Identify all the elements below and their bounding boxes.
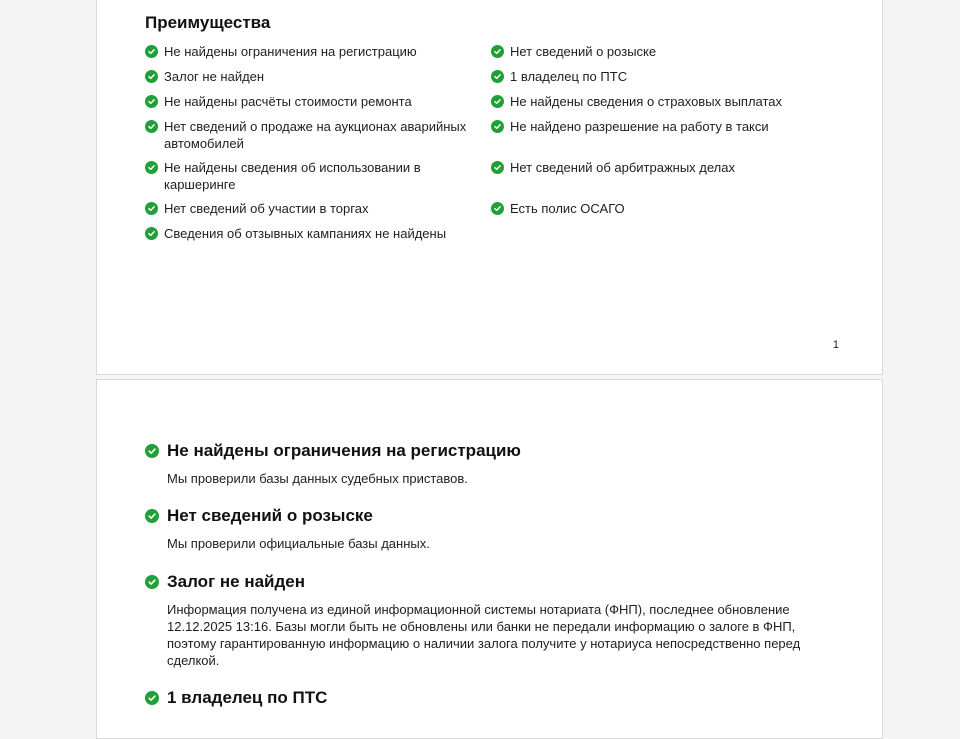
check-circle-icon: [145, 691, 159, 705]
advantage-item: [145, 200, 475, 217]
check-circle-icon: [145, 95, 158, 108]
advantage-item: [491, 93, 821, 110]
advantage-item: [145, 43, 475, 60]
advantage-item: [491, 200, 821, 217]
section-title: Не найдены ограничения на регистрацию: [167, 441, 521, 460]
advantage-label: Нет сведений об участии в торгах: [164, 201, 369, 216]
check-circle-icon: [145, 202, 158, 215]
check-circle-icon: [491, 45, 504, 58]
section-text: Информация получена из единой информационной системы нотариата (ФНП), последнее обновление 12.12.2025 13:16. Базы могли быть не обновлены или банки не передали информацию о залоге в ФНП, поэтому гарантированную информацию о наличии залога получите у нотариуса непосредственно перед сделкой.: [167, 602, 801, 668]
advantage-label: Не найдены ограничения на регистрацию: [164, 44, 417, 59]
section-heading: [145, 571, 805, 593]
advantage-item: [145, 93, 475, 110]
advantage-item: [491, 118, 821, 135]
section-title: Залог не найден: [167, 572, 306, 591]
document-page-2: [96, 379, 883, 739]
advantage-label: Не найдено разрешение на работу в такси: [510, 119, 769, 134]
advantages-title: Преимущества: [145, 13, 271, 32]
section-heading: [145, 687, 805, 709]
advantage-label: Залог не найден: [164, 69, 265, 84]
advantage-label: Нет сведений о розыске: [510, 44, 657, 59]
advantage-item: [491, 68, 821, 85]
check-circle-icon: [145, 509, 159, 523]
section-title: Нет сведений о розыске: [167, 506, 373, 525]
check-circle-icon: [491, 70, 504, 83]
advantage-label: Не найдены сведения о страховых выплатах: [510, 94, 783, 109]
check-circle-icon: [491, 202, 504, 215]
detail-section: [145, 571, 805, 669]
page-number: 1: [832, 339, 839, 351]
check-circle-icon: [491, 95, 504, 108]
check-circle-icon: [145, 45, 158, 58]
advantage-label: Сведения об отзывных кампаниях не найдены: [164, 226, 447, 241]
detail-section: [145, 440, 805, 487]
check-circle-icon: [491, 161, 504, 174]
advantage-label: Не найдены сведения об использовании в каршеринге: [164, 160, 421, 192]
section-text: Мы проверили базы данных судебных приставов.: [167, 471, 468, 486]
advantage-item: [491, 43, 821, 60]
advantage-item: [145, 159, 475, 193]
advantage-item: [145, 118, 475, 152]
detail-section: [145, 687, 805, 709]
document-page-1: [96, 0, 883, 375]
advantage-item: [145, 225, 475, 242]
section-text: Мы проверили официальные базы данных.: [167, 536, 430, 551]
advantage-label: Есть полис ОСАГО: [510, 201, 625, 216]
check-circle-icon: [145, 70, 158, 83]
advantage-item: [145, 68, 475, 85]
detail-section: [145, 505, 805, 552]
advantage-label: Нет сведений об арбитражных делах: [510, 160, 735, 175]
section-heading: [145, 440, 805, 462]
check-circle-icon: [145, 161, 158, 174]
advantage-label: Не найдены расчёты стоимости ремонта: [164, 94, 412, 109]
check-circle-icon: [145, 120, 158, 133]
advantage-item: [491, 159, 821, 176]
check-circle-icon: [145, 444, 159, 458]
advantage-label: Нет сведений о продаже на аукционах аварийных автомобилей: [164, 119, 467, 151]
section-title: 1 владелец по ПТС: [167, 688, 328, 707]
section-heading: [145, 505, 805, 527]
advantage-label: 1 владелец по ПТС: [510, 69, 628, 84]
check-circle-icon: [491, 120, 504, 133]
check-circle-icon: [145, 227, 158, 240]
check-circle-icon: [145, 575, 159, 589]
